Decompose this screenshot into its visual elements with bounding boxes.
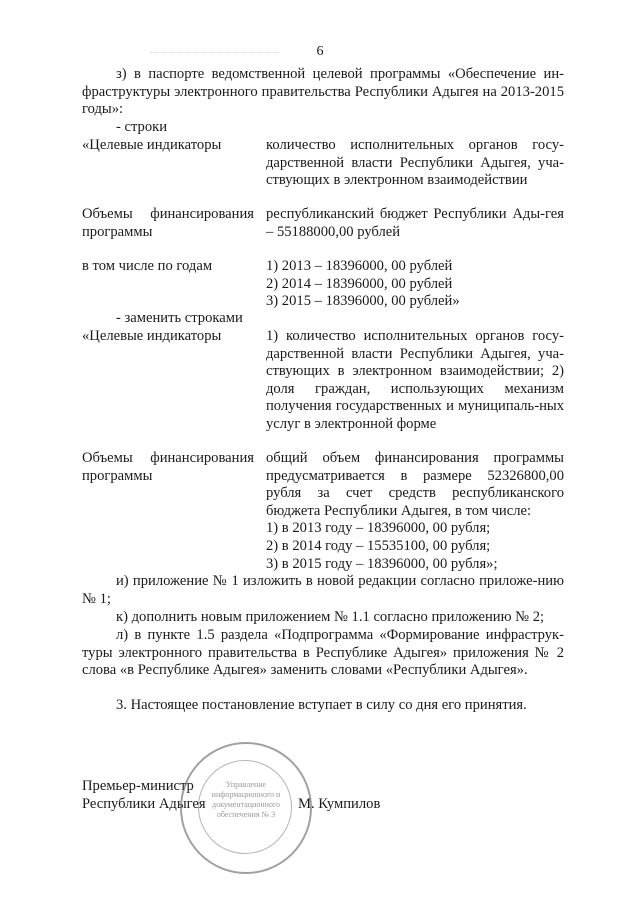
old-row-years-list (266, 258, 564, 311)
new-row-value-financing (266, 450, 564, 573)
new-row-label-indicators: «Целевые индикаторы (82, 328, 222, 344)
new-year-line: 3) в 2015 году – 18396000, 00 рубля»; (266, 555, 498, 572)
page-number: 6 (316, 44, 324, 59)
old-row-label-years: в том числе по годам (82, 258, 213, 274)
item-z-paragraph: з) в паспорте ведомственной целевой программы «Обеспечение ин-фраструктуры электронного правительства Республики Адыгея на 2013-2015 годы»: (82, 66, 564, 118)
item-3-paragraph: 3. Настоящее постановление вступает в силу со дня его принятия. (116, 697, 527, 713)
replace-label: - заменить строками (116, 310, 243, 326)
old-year-line: 2) 2014 – 18396000, 00 рублей (266, 275, 453, 292)
new-row-value-indicators: 1) количество исполнительных органов госу-дарственной власти Республики Адыгея, уча-ствующих в электронном взаимодействии; 2) доля граждан, использующих механизм получения государственных и муниципаль-ных услуг в электронной форме (266, 328, 564, 432)
item-k-paragraph: к) дополнить новым приложением № 1.1 согласно приложению № 2; (116, 609, 545, 625)
old-year-line: 1) 2013 – 18396000, 00 рублей (266, 258, 453, 274)
old-row-label-indicators: «Целевые индикаторы (82, 137, 222, 153)
old-row-value-indicators: количество исполнительных органов госу-дарственной власти Республики Адыгея, уча-ствующих в электронном взаимодействии (266, 137, 564, 189)
new-financing-text: общий объем финансирования программы предусматривается в размере 52326800,00 рубля за счет средств республиканского бюджета Республики Адыгея, в том числе: (266, 450, 564, 519)
signature-title-line2: Республики Адыгея (82, 795, 206, 812)
item-i-paragraph: и) приложение № 1 изложить в новой редакции согласно приложе-нию № 1; (82, 573, 564, 607)
new-year-line: 1) в 2013 году – 18396000, 00 рубля; (266, 520, 491, 537)
old-row-value-financing: республиканский бюджет Республики Ады-гея – 55188000,00 рублей (266, 206, 564, 240)
old-row-label-financing: Объемы финансирования программы (82, 206, 254, 240)
signature-title-line1: Премьер-министр (82, 778, 194, 794)
item-l-paragraph: л) в пункте 1.5 раздела «Подпрограмма «Формирование инфраструк-туры электронного правительства в Республике Адыгея» приложения № 2 слова «в Республике Адыгея» заменить словами «Республики Адыгея». (82, 627, 564, 679)
old-year-line: 3) 2015 – 18396000, 00 рублей» (266, 293, 460, 310)
stamp-text: Управление информационного и документационного обеспечения № 3 (211, 780, 281, 819)
new-row-label-financing: Объемы финансирования программы (82, 450, 254, 484)
official-seal-stamp (180, 742, 312, 874)
rows-label: - строки (116, 119, 168, 135)
signatory-name: М. Кумпилов (298, 796, 381, 812)
new-year-line: 2) в 2014 году – 15535100, 00 рубля; (266, 537, 491, 554)
